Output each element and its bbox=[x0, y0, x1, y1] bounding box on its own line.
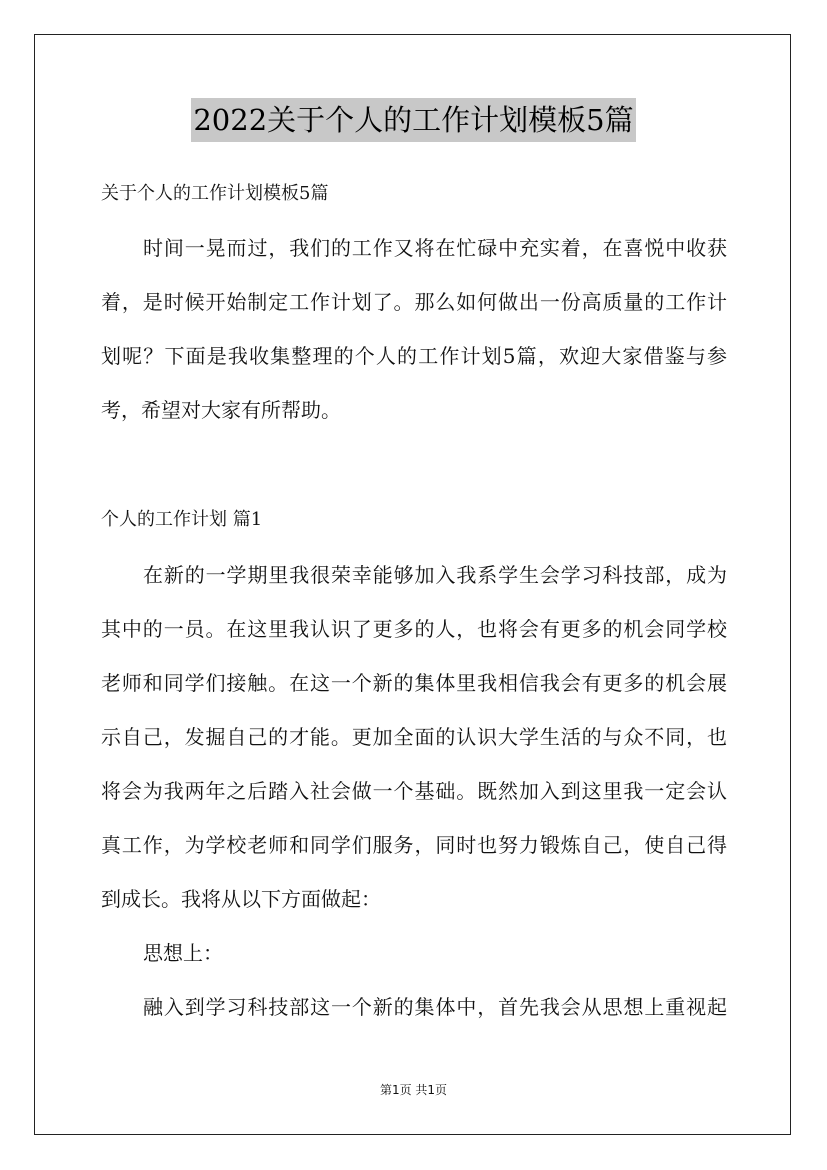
section-line-6: 真工作，为学校老师和同学们服务，同时也努力锻炼自己，使自己得 bbox=[101, 833, 727, 857]
intro-line-4: 考，希望对大家有所帮助。 bbox=[101, 398, 341, 422]
title-container bbox=[0, 98, 827, 142]
sub-heading: 思想上： bbox=[143, 941, 223, 965]
intro-line-2: 着，是时候开始制定工作计划了。那么如何做出一份高质量的工作计 bbox=[101, 290, 727, 314]
page-footer: 第1页 共1页 bbox=[379, 1083, 448, 1097]
section-line-1: 在新的一学期里我很荣幸能够加入我系学生会学习科技部，成为 bbox=[143, 563, 727, 587]
paragraph-last-line: 融入到学习科技部这一个新的集体中，首先我会从思想上重视起 bbox=[143, 995, 727, 1019]
intro-line-3: 划呢？下面是我收集整理的个人的工作计划5篇，欢迎大家借鉴与参 bbox=[101, 344, 727, 368]
section-line-5: 将会为我两年之后踏入社会做一个基础。既然加入到这里我一定会认 bbox=[101, 779, 727, 803]
document-subtitle: 关于个人的工作计划模板5篇 bbox=[101, 183, 329, 204]
section-line-7: 到成长。我将从以下方面做起： bbox=[101, 887, 381, 911]
document-title: 2022关于个人的工作计划模板5篇 bbox=[191, 98, 635, 142]
section-line-4: 示自己，发掘自己的才能。更加全面的认识大学生活的与众不同，也 bbox=[101, 725, 727, 749]
section-line-2: 其中的一员。在这里我认识了更多的人，也将会有更多的机会同学校 bbox=[101, 617, 727, 641]
section-heading: 个人的工作计划 篇1 bbox=[101, 509, 263, 530]
section-line-3: 老师和同学们接触。在这一个新的集体里我相信我会有更多的机会展 bbox=[101, 671, 727, 695]
intro-line-1: 时间一晃而过，我们的工作又将在忙碌中充实着，在喜悦中收获 bbox=[143, 236, 727, 260]
